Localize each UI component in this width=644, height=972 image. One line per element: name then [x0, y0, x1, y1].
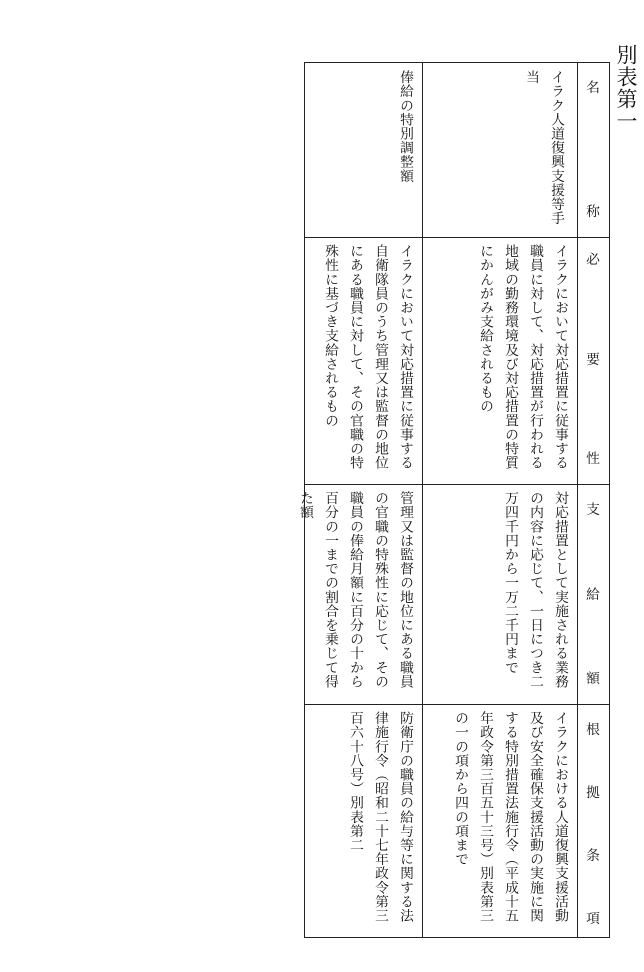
section-divider-2 [304, 484, 610, 485]
header-amount-char-1: 支 [586, 502, 600, 518]
header-basis-char-2: 拠 [586, 785, 600, 801]
row1-name: イラク人道復興支援等手当 [523, 70, 564, 226]
header-basis [582, 722, 604, 927]
header-amount [582, 502, 604, 687]
allowance-table [297, 62, 610, 938]
row2-necessity: イラクにおいて対応措置に従事する自衛隊員のうち管理又は監督の地位にある職員に対して、その官職の特殊性に基づき支給されるもの [322, 244, 413, 470]
section-divider-1 [304, 237, 610, 238]
section-divider-3 [304, 704, 610, 705]
header-name-char-2: 称 [586, 204, 600, 220]
table-border-top [304, 62, 610, 63]
header-necessity-char-1: 必 [586, 252, 600, 268]
header-name-char-1: 名 [586, 80, 600, 96]
row1-necessity: イラクにおいて対応措置に従事する職員に対して、対応措置が行われる地域の勤務環境及び対応措置の特質にかんがみ支給されるもの [477, 244, 568, 470]
row1-amount: 対応措置として実施される業務の内容に応じて、一日につき二万四千円から一万二千円まで [502, 491, 568, 689]
header-column-divider [577, 62, 578, 938]
header-necessity [582, 252, 604, 467]
header-necessity-char-3: 性 [586, 451, 600, 467]
header-name [582, 80, 604, 220]
table-border-bottom [304, 937, 610, 938]
header-basis-char-4: 項 [586, 911, 600, 927]
header-necessity-char-2: 要 [586, 351, 600, 368]
row2-amount: 管理又は監督の地位にある職員の官職の特殊性に応じて、その職員の俸給月額に百分の十から百分の一までの割合を乗じて得た額 [297, 491, 413, 689]
page-title: 別表第一 [614, 44, 638, 132]
header-basis-char-1: 根 [586, 722, 600, 738]
row1-basis: イラクにおける人道復興支援活動及び安全確保支援活動の実施に関する特別措置法施行令（平成十五年政令第三百五十三号）別表第三の一の項から四の項まで [452, 711, 568, 923]
row2-basis: 防衛庁の職員の給与等に関する法律施行令（昭和二十七年政令第三百六十八号）別表第二 [347, 711, 413, 923]
header-amount-char-3: 額 [586, 671, 600, 687]
header-basis-char-3: 条 [586, 848, 600, 864]
header-amount-char-2: 給 [586, 586, 600, 603]
table-border-right [609, 62, 610, 938]
row-divider [422, 62, 423, 938]
row2-name: 俸給の特別調整額 [397, 70, 413, 183]
